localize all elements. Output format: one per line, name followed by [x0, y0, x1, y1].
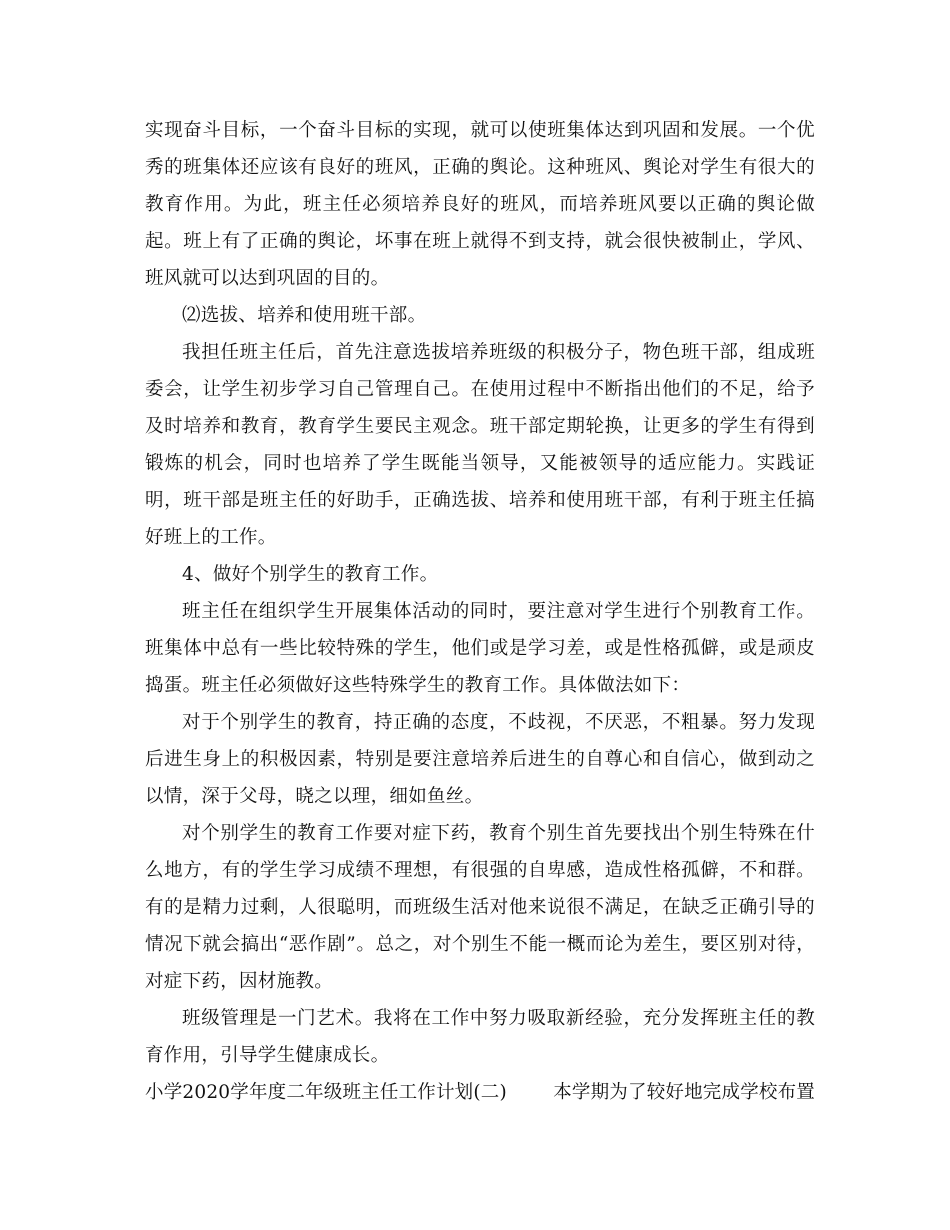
document-body [145, 112, 815, 1111]
paragraph-8: 班级管理是一门艺术。我将在工作中努力吸取新经验，充分发挥班主任的教育作用，引导学生健康成长。 [145, 1008, 815, 1066]
paragraph-3: 我担任班主任后，首先注意选拔培养班级的积极分子，物色班干部，组成班委会，让学生初步学习自己管理自己。在使用过程中不断指出他们的不足，给予及时培养和教育，教育学生要民主观念。班干部定期轮换，让更多的学生有得到锻炼的机会，同时也培养了学生既能当领导，又能被领导的适应能力。实践证明，班干部是班主任的好助手，正确选拔、培养和使用班干部，有利于班主任搞好班上的工作。 [145, 342, 815, 548]
next-section-line [145, 1074, 815, 1111]
paragraph-6: 对于个别学生的教育，持正确的态度，不歧视，不厌恶，不粗暴。努力发现后进生身上的积极因素，特别是要注意培养后进生的自尊心和自信心，做到动之以情，深于父母，晓之以理，细如鱼丝。 [145, 712, 815, 807]
paragraph-2-heading: ⑵选拔、培养和使用班干部。 [182, 305, 427, 326]
paragraph-1: 实现奋斗目标，一个奋斗目标的实现，就可以使班集体达到巩固和发展。一个优秀的班集体还应该有良好的班风，正确的舆论。这种班风、舆论对学生有很大的教育作用。为此，班主任必须培养良好的班风，而培养班风要以正确的舆论做起。班上有了正确的舆论，坏事在班上就得不到支持，就会很快被制止，学风、班风就可以达到巩固的目的。 [145, 120, 815, 289]
paragraph-4-heading: 4、做好个别学生的教育工作。 [182, 564, 439, 585]
next-section-intro: 本学期为了较好地完成学校布置 [553, 1082, 815, 1103]
paragraph-7: 对个别学生的教育工作要对症下药，教育个别生首先要找出个别生特殊在什么地方，有的学生学习成绩不理想，有很强的自卑感，造成性格孤僻，不和群。有的是精力过剩，人很聪明，而班级生活对他来说很不满足，在缺乏正确引导的情况下就会搞出“恶作剧”。总之，对个别生不能一概而论为差生，要区别对待，对症下药，因材施教。 [145, 823, 815, 992]
paragraph-5: 班主任在组织学生开展集体活动的同时，要注意对学生进行个别教育工作。班集体中总有一些比较特殊的学生，他们或是学习差，或是性格孤僻，或是顽皮捣蛋。班主任必须做好这些特殊学生的教育工作。具体做法如下： [145, 601, 815, 696]
next-section-title: 小学2020学年度二年级班主任工作计划(二) [145, 1082, 507, 1103]
